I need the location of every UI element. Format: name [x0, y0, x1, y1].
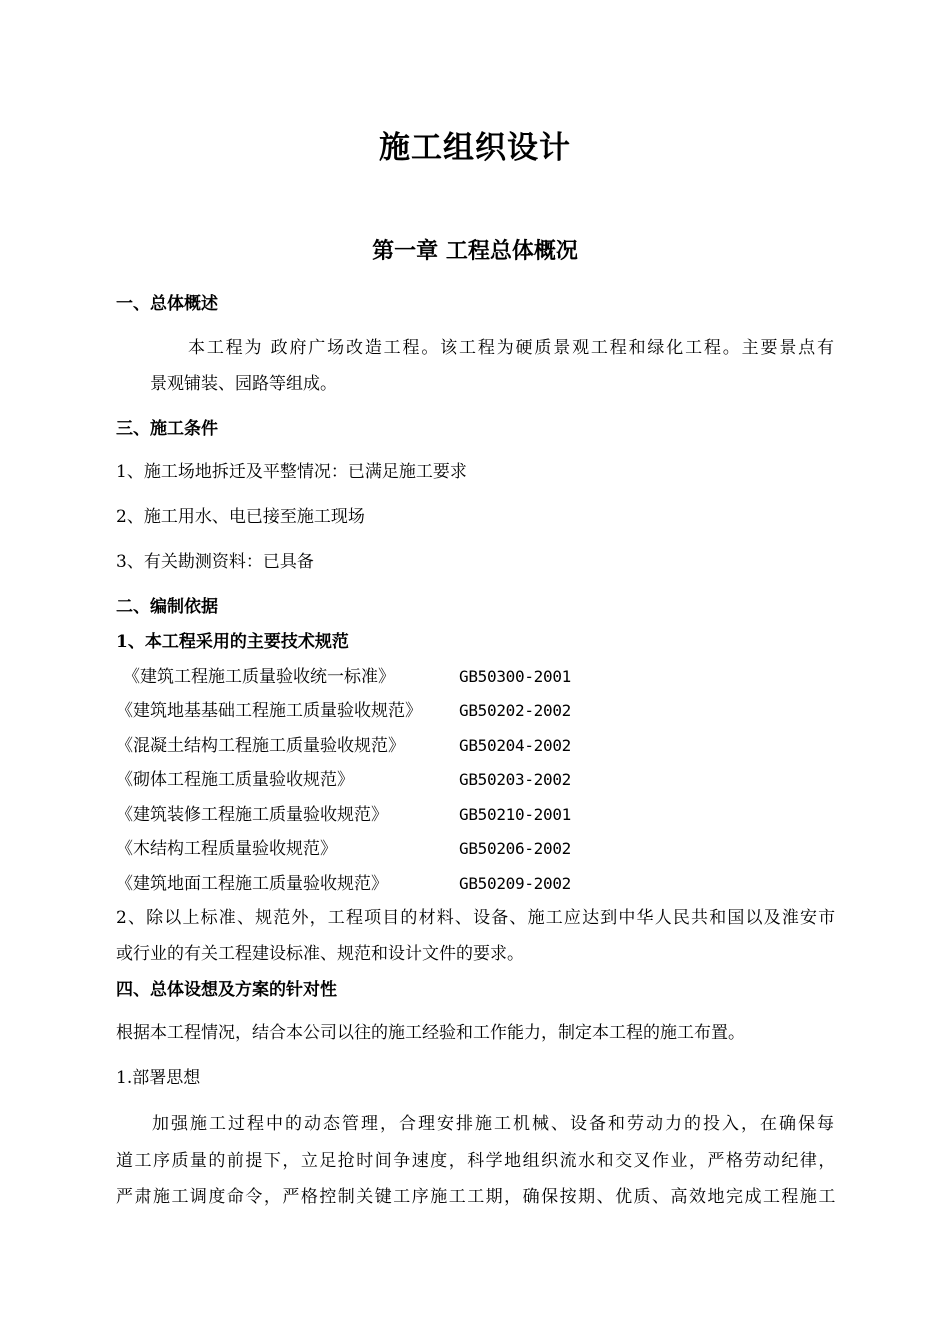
- standard-name: 《建筑工程施工质量验收统一标准》: [123, 667, 395, 687]
- condition-item: 1、施工场地拆迁及平整情况：已满足施工要求: [116, 462, 467, 482]
- standard-code: GB50202-2002: [459, 701, 571, 720]
- basis-note-line-2: 或行业的有关工程建设标准、规范和设计文件的要求。: [116, 944, 524, 964]
- standard-code: GB50206-2002: [459, 839, 571, 858]
- standard-code: GB50203-2002: [459, 770, 571, 789]
- standard-name: 《建筑装修工程施工质量验收规范》: [116, 805, 388, 825]
- section-heading-plan: 四、总体设想及方案的针对性: [116, 980, 337, 1000]
- overview-paragraph-line-1: 本工程为 政府广场改造工程。该工程为硬质景观工程和绿化工程。主要景点有: [188, 338, 834, 358]
- condition-item: 2、施工用水、电已接至施工现场: [116, 507, 365, 527]
- section-heading-basis: 二、编制依据: [116, 597, 218, 617]
- standard-name: 《建筑地面工程施工质量验收规范》: [116, 874, 388, 894]
- standard-name: 《混凝土结构工程施工质量验收规范》: [116, 736, 405, 756]
- overview-paragraph-line-2: 景观铺装、园路等组成。: [150, 374, 337, 394]
- standard-name: 《木结构工程质量验收规范》: [116, 839, 337, 859]
- standard-name: 《建筑地基基础工程施工质量验收规范》: [116, 701, 422, 721]
- basis-note-line-1: 2、除以上标准、规范外，工程项目的材料、设备、施工应达到中华人民共和国以及淮安市: [116, 908, 834, 928]
- standard-code: GB50210-2001: [459, 805, 571, 824]
- standard-code: GB50204-2002: [459, 736, 571, 755]
- chapter-title: 第一章 工程总体概况: [372, 238, 578, 264]
- plan-intro: 根据本工程情况，结合本公司以往的施工经验和工作能力，制定本工程的施工布置。: [116, 1023, 745, 1043]
- section-heading-conditions: 三、施工条件: [116, 419, 218, 439]
- standard-name: 《砌体工程施工质量验收规范》: [116, 770, 354, 790]
- plan-body-line-1: 加强施工过程中的动态管理，合理安排施工机械、设备和劳动力的投入，在确保每: [152, 1114, 834, 1134]
- document-title: 施工组织设计: [379, 130, 571, 166]
- condition-item: 3、有关勘测资料：已具备: [116, 552, 314, 572]
- standard-code: GB50209-2002: [459, 874, 571, 893]
- plan-body-line-2: 道工序质量的前提下，立足抢时间争速度，科学地组织流水和交叉作业，严格劳动纪律，: [116, 1151, 834, 1171]
- standard-code: GB50300-2001: [459, 667, 571, 686]
- plan-body-line-3: 严肃施工调度命令，严格控制关键工序施工工期，确保按期、优质、高效地完成工程施工: [116, 1187, 834, 1207]
- basis-subheading: 1、本工程采用的主要技术规范: [116, 632, 349, 652]
- plan-subheading: 1.部署思想: [116, 1068, 201, 1088]
- section-heading-overview: 一、总体概述: [116, 294, 218, 314]
